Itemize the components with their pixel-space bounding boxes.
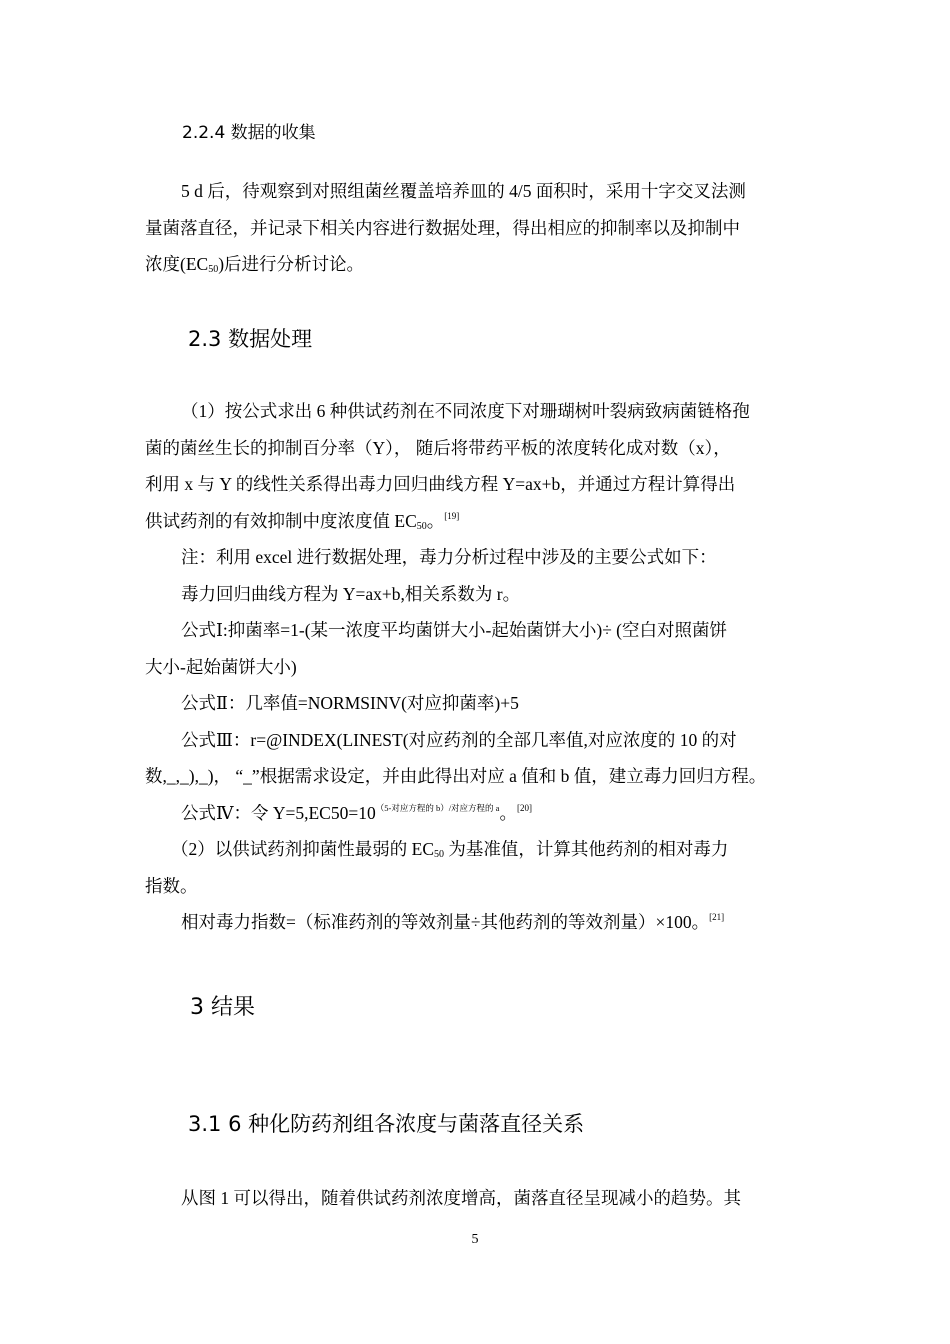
formula-1-continuation: 大小-起始菌饼大小) [145,656,297,677]
page-number: 5 [471,1232,479,1247]
paragraph-results [145,1180,810,1217]
paragraph-data-collection [145,173,810,283]
text-fragment: 。 [499,802,517,823]
relative-toxicity-line [145,904,810,941]
text-fragment: 公式Ⅳ：令 Y=5,EC50=10 [181,802,376,823]
text-fragment: 相对毒力指数=（标准药剂的等效剂量÷其他药剂的等效剂量）×100。 [181,912,710,932]
section-heading-3: 3 结果 [190,995,255,1020]
section-heading-3-1: 3.1 6 种化防药剂组各浓度与菌落直径关系 [188,1112,585,1136]
text-line: （1）按公式求出 6 种供试药剂在不同浓度下对珊瑚树叶裂病致病菌链格孢 [181,401,750,421]
citation-ref: [19] [444,510,460,521]
section-heading-2-3: 2.3 数据处理 [188,327,313,351]
text-fragment: 浓度(EC [145,254,209,274]
text-line: 量菌落直径，并记录下相关内容进行数据处理，得出相应的抑制率以及抑制中 [145,217,740,238]
text-fragment: )后进行分析讨论。 [218,254,365,274]
step-2-continuation: 指数。 [145,875,198,896]
exponent: （5-对应方程的 b）/对应方程的 a [375,802,500,813]
subscript: 50 [208,264,219,275]
citation-ref: [21] [709,912,725,922]
step-2-line [145,831,810,868]
formula-4-line [145,795,810,832]
section-heading-2-2-4: 2.2.4 数据的收集 [182,123,316,143]
text-fragment: 供试药剂的有效抑制中度浓度值 EC [145,510,417,531]
text-fragment: （2）以供试药剂抑菌性最弱的 EC [171,839,434,859]
formula-1-line: 公式Ⅰ:抑菌率=1-(某一浓度平均菌饼大小-起始菌饼大小)÷ (空白对照菌饼 [181,620,728,640]
text-fragment: 。 [426,510,445,531]
text-line: 菌的菌丝生长的抑制百分率（Y）， 随后将带药平板的浓度转化成对数（x）， [145,437,731,458]
text-line [145,246,810,283]
text-line: 利用 x 与 Y 的线性关系得出毒力回归曲线方程 Y=ax+b，并通过方程计算得出 [145,474,736,494]
text-line [145,503,810,540]
formula-3-continuation: 数,_,_),_)， “_”根据需求设定，并由此得出对应 a 值和 b 值，建立毒力回归方程。 [145,766,767,786]
subscript: 50 [434,849,444,860]
formula-2-line: 公式Ⅱ：几率值=NORMSINV(对应抑菌率)+5 [181,693,519,713]
formula-3-line: 公式Ⅲ：r=@INDEX(LINEST(对应药剂的全部几率值,对应浓度的 10 的对 [181,729,737,750]
equation-line: 毒力回归曲线方程为 Y=ax+b,相关系数为 r。 [181,583,521,604]
text-line: 从图 1 可以得出，随着供试药剂浓度增高，菌落直径呈现减小的趋势。其 [181,1188,741,1208]
note-line: 注：利用 excel 进行数据处理，毒力分析过程中涉及的主要公式如下： [181,547,717,567]
text-line: 5 d 后，待观察到对照组菌丝覆盖培养皿的 4/5 面积时，采用十字交叉法测 [181,181,746,201]
text-fragment: 为基准值，计算其他药剂的相对毒力 [444,839,729,859]
citation-ref: [20] [516,802,532,813]
subscript: 50 [416,520,427,532]
paragraph-data-processing [145,393,810,941]
